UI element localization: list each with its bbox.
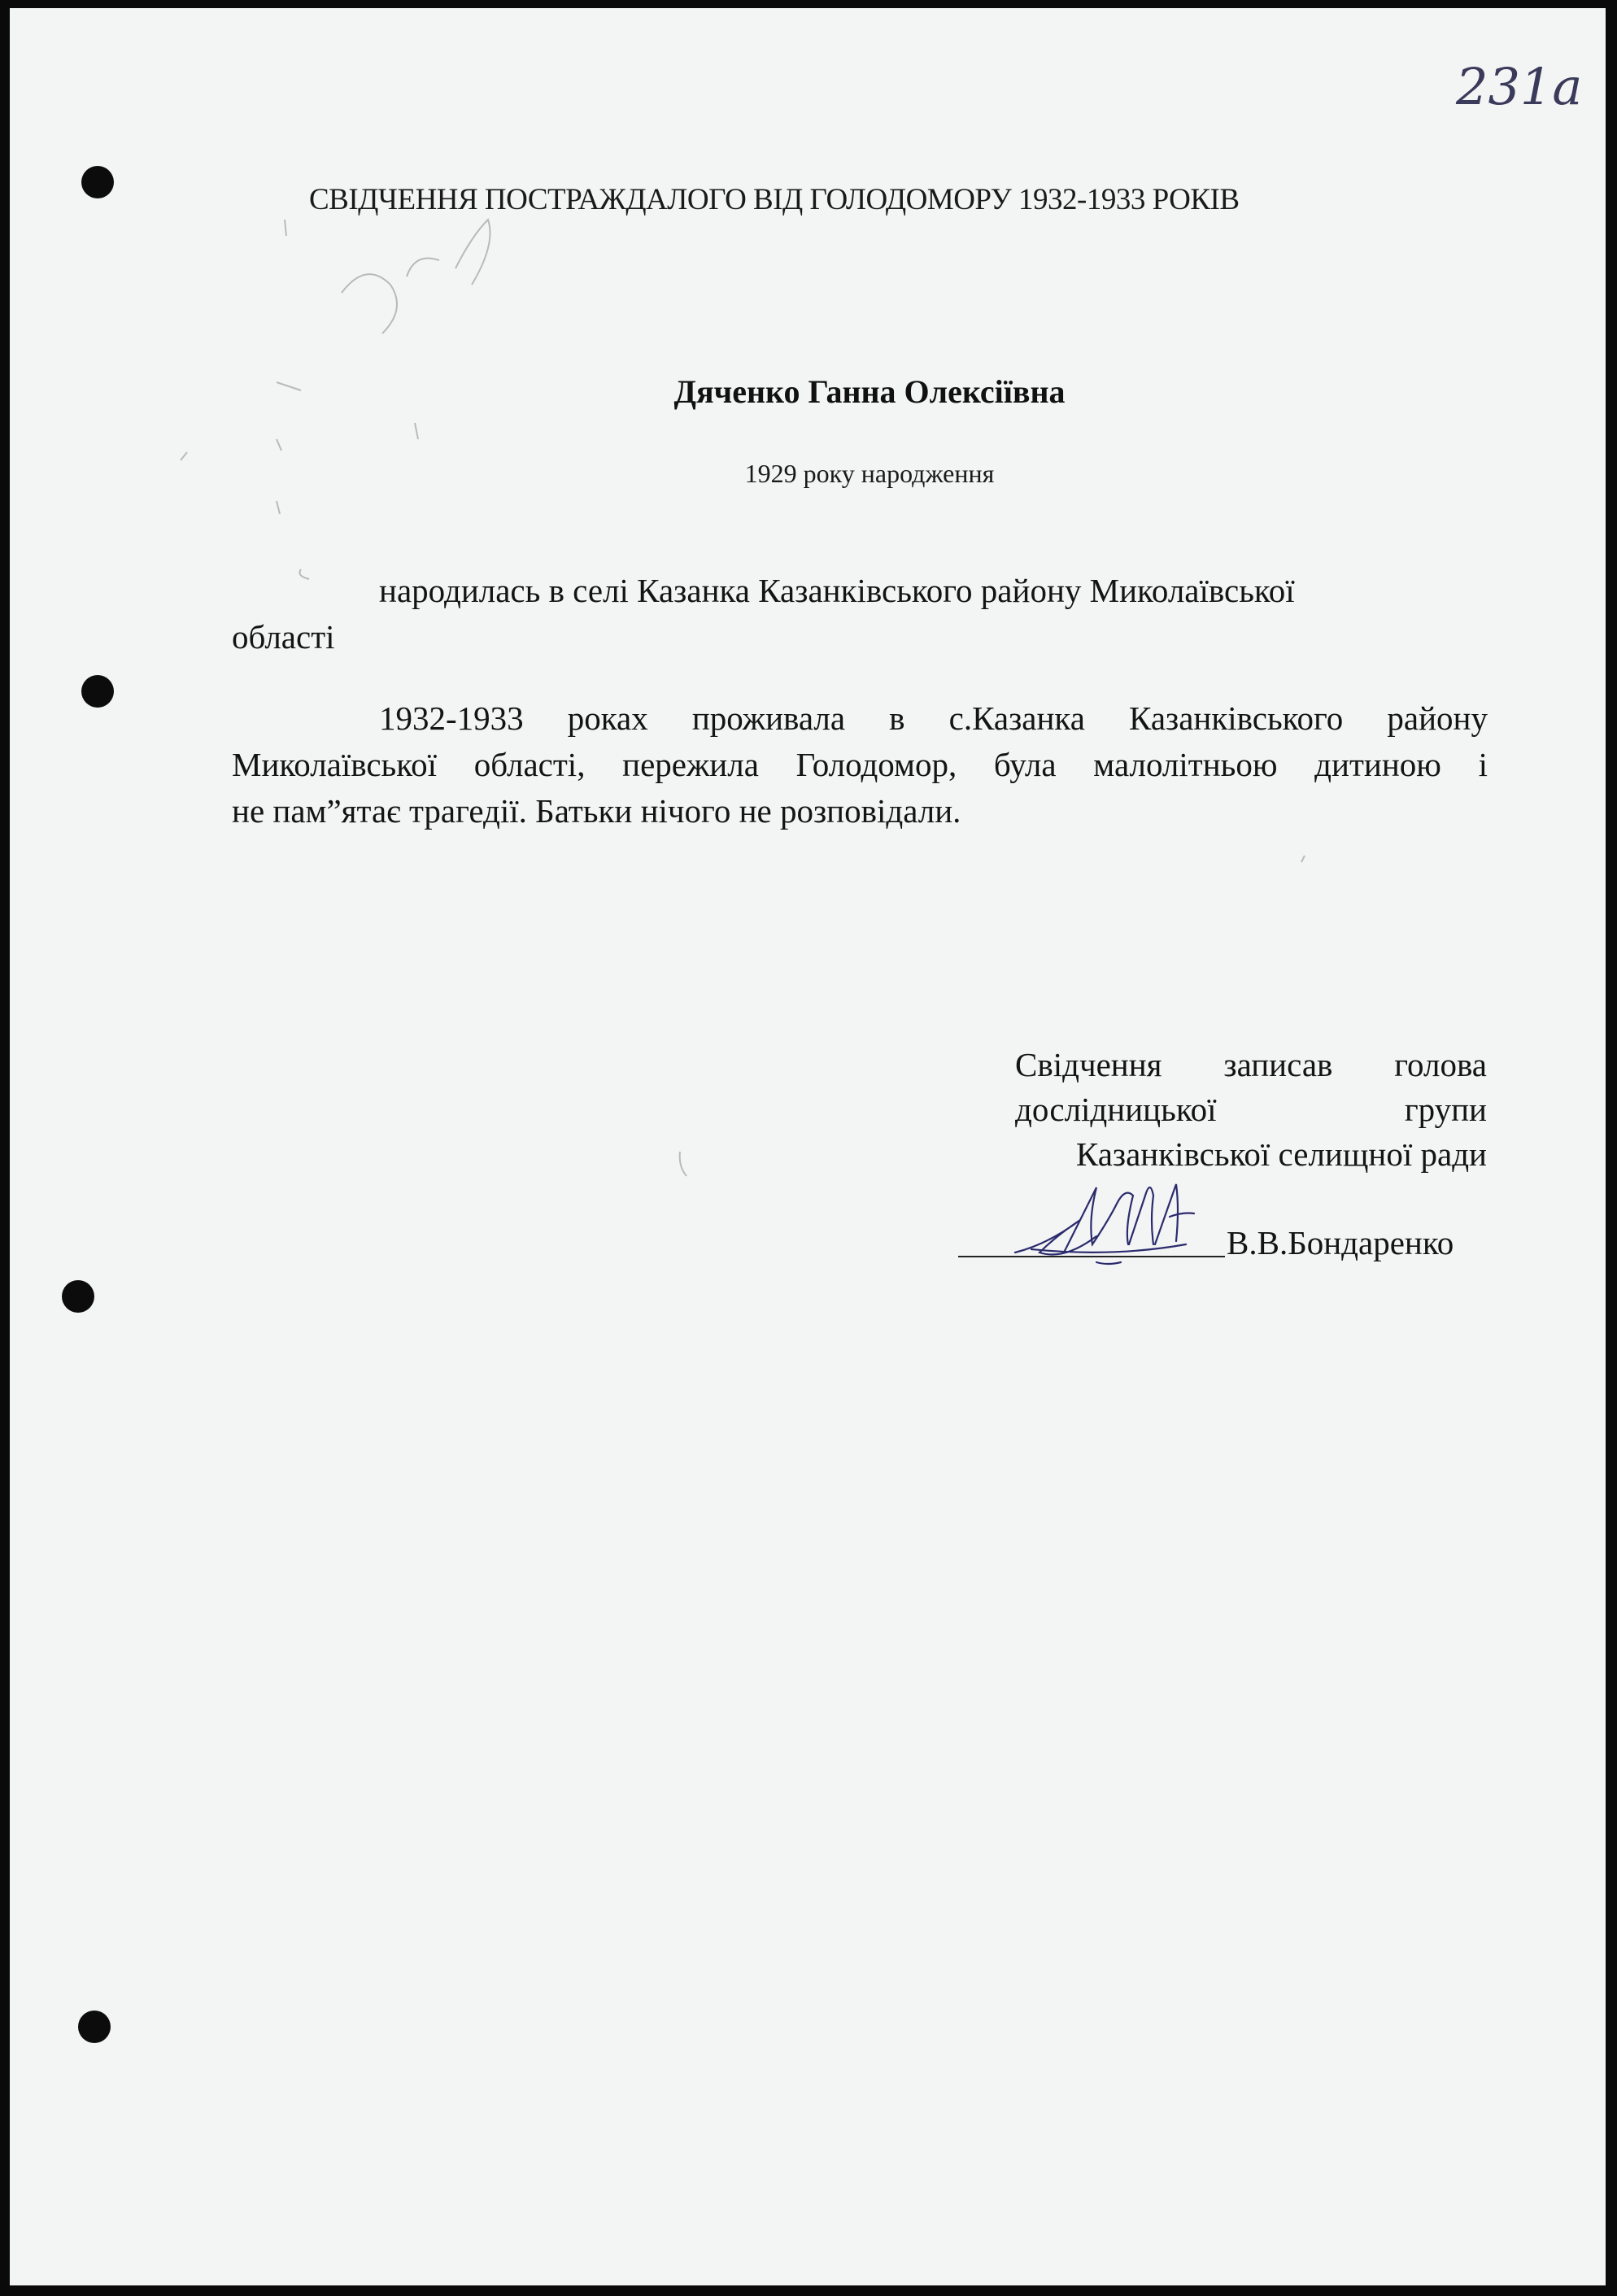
handwritten-signature xyxy=(1007,1171,1218,1277)
recorder-line: дослідницької групи xyxy=(1015,1091,1487,1128)
signature-block xyxy=(958,1220,1495,1269)
document-heading: СВІДЧЕННЯ ПОСТРАЖДАЛОГО ВІД ГОЛОДОМОРУ 1932-1933 РОКІВ xyxy=(309,183,1240,216)
signer-name: В.В.Бондаренко xyxy=(1227,1224,1454,1261)
paragraph-line: 1932-1933 роках проживала в с.Казанка Казанківського району xyxy=(379,699,1488,737)
paragraph-line: не пам”ятає трагедії. Батьки нічого не розповідали. xyxy=(232,792,961,830)
birth-year: 1929 року народження xyxy=(744,459,995,488)
paragraph-line: області xyxy=(232,618,335,656)
recorder-block xyxy=(1015,1043,1487,1177)
paragraph-line: народилась в селі Казанка Казанківського району Миколаївської xyxy=(379,572,1295,609)
paragraph-line: Миколаївської області, пережила Голодомор, була малолітньою дитиною і xyxy=(232,746,1488,783)
recorder-line: Казанківської селищної ради xyxy=(1075,1135,1487,1173)
svg-text:231a: 231a xyxy=(1456,57,1583,116)
birthplace-paragraph xyxy=(232,568,1488,660)
witness-name: Дяченко Ганна Олексіївна xyxy=(673,373,1066,410)
recorder-line: Свідчення записав голова xyxy=(1015,1046,1487,1083)
testimony-paragraph xyxy=(232,695,1488,834)
archive-number-handwritten xyxy=(1453,49,1583,122)
